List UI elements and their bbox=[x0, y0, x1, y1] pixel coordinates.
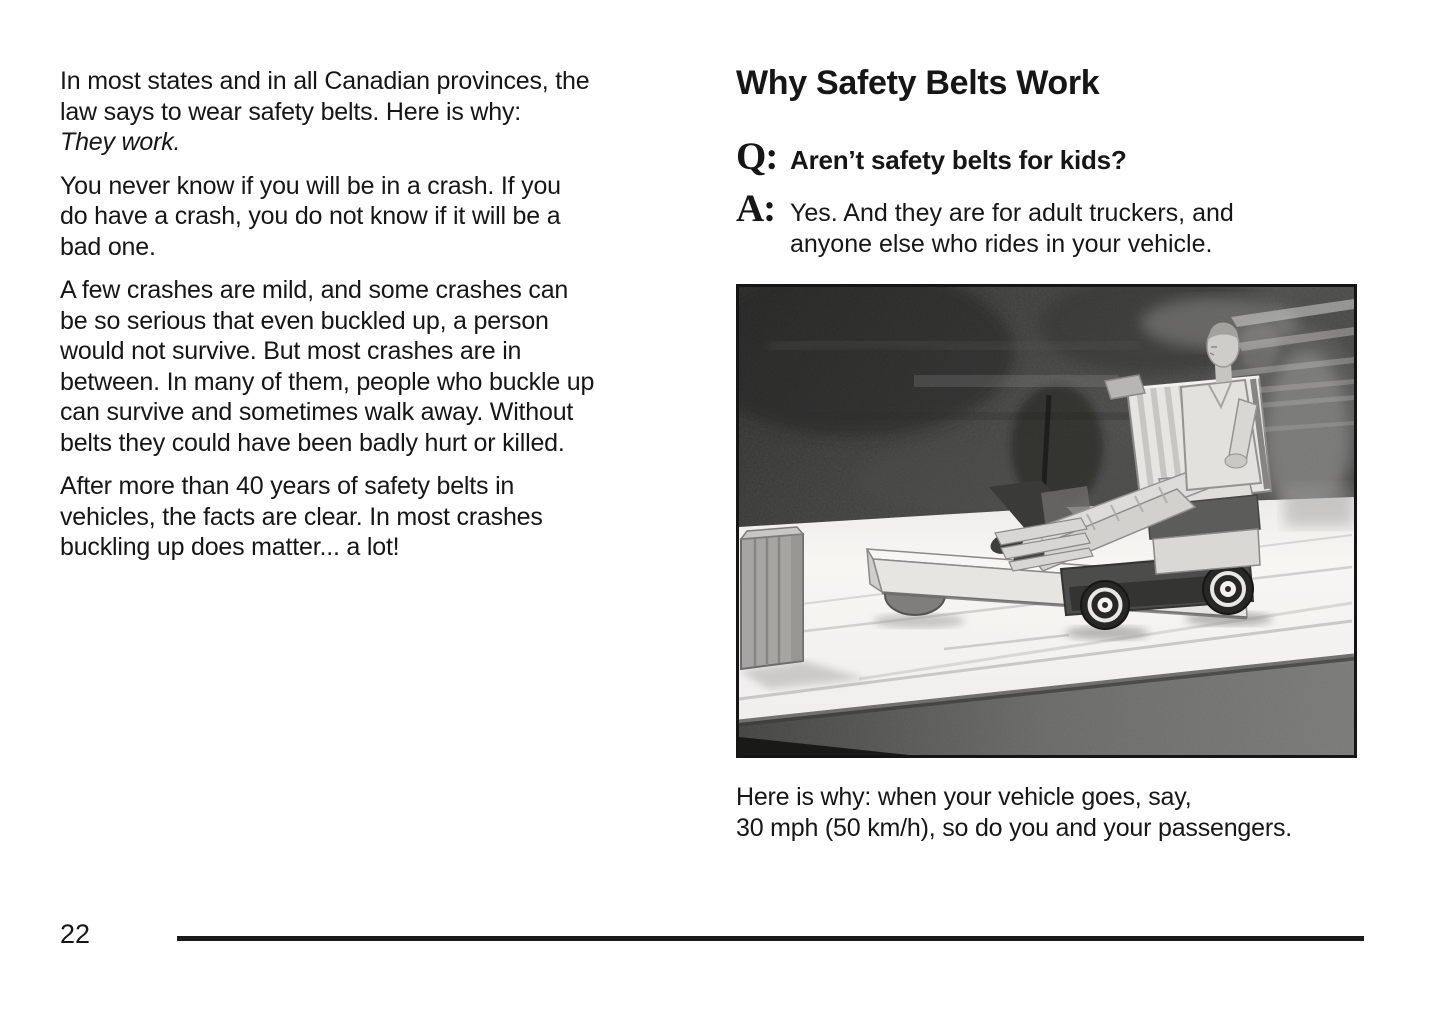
q-label: Q: bbox=[736, 135, 778, 178]
paragraph-3 bbox=[60, 275, 700, 458]
paragraph-4 bbox=[60, 471, 700, 563]
text-line: would not survive. But most crashes are in bbox=[60, 337, 522, 365]
a-label: A: bbox=[736, 187, 776, 230]
text-line: buckling up does matter... a lot! bbox=[60, 533, 400, 561]
text-line: After more than 40 years of safety belts in bbox=[60, 472, 515, 500]
question-block bbox=[736, 134, 1368, 180]
text-line: law says to wear safety belts. Here is why: bbox=[60, 97, 522, 126]
right-column bbox=[736, 62, 1368, 843]
crash-sled-illustration bbox=[736, 284, 1357, 758]
text-line: A few crashes are mild, and some crashes can bbox=[60, 276, 569, 304]
paragraph-2 bbox=[60, 171, 700, 263]
page-number: 22 bbox=[60, 919, 91, 949]
question-text: Aren’t safety belts for kids? bbox=[790, 145, 1127, 175]
text-line: do have a crash, you do not know if it will be a bbox=[60, 202, 561, 230]
wheel-front bbox=[1081, 581, 1129, 629]
text-line-italic: They work. bbox=[60, 128, 181, 156]
text-line: bad one. bbox=[60, 232, 156, 261]
text-line: belts they could have been badly hurt or killed. bbox=[60, 428, 565, 457]
wheel-rear bbox=[1203, 564, 1253, 614]
crate bbox=[741, 527, 803, 669]
text-line: In most states and in all Canadian provinces, the bbox=[60, 67, 590, 95]
text-line: vehicles, the facts are clear. In most crashes bbox=[60, 502, 543, 531]
text-line: be so serious that even buckled up, a person bbox=[60, 306, 549, 335]
footer-rule bbox=[177, 936, 1364, 941]
text-line: between. In many of them, people who buckle up bbox=[60, 367, 595, 396]
left-column bbox=[60, 66, 700, 576]
answer-text: Yes. And they are for adult truckers, and anyone else who rides in your vehicle. bbox=[790, 199, 1234, 258]
hand bbox=[1225, 454, 1247, 468]
text-line: You never know if you will be in a crash. If you bbox=[60, 171, 561, 200]
paragraph-1 bbox=[60, 66, 700, 158]
section-title: Why Safety Belts Work bbox=[736, 64, 1100, 102]
answer-block bbox=[736, 186, 1368, 260]
text-line: can survive and sometimes walk away. Without bbox=[60, 398, 574, 426]
figure-caption: Here is why: when your vehicle goes, say, 30 mph (50 km/h), so do you and your passengers. bbox=[736, 783, 1292, 842]
crash-sled-drawing bbox=[739, 287, 1354, 755]
